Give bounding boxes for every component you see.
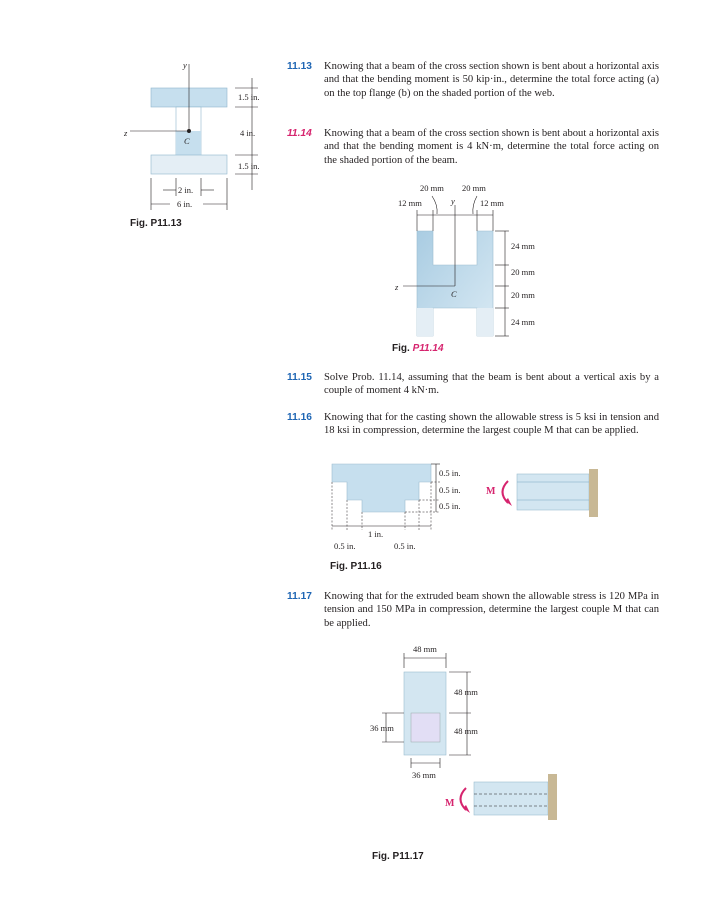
moment-label: M	[445, 798, 455, 809]
dim-top-flange: 1.5 in.	[238, 92, 260, 102]
figure-caption: Fig. P11.13	[130, 218, 182, 229]
problem-number: 11.16	[287, 412, 312, 423]
dim-left: 36 mm	[370, 723, 394, 733]
problem-text: Solve Prob. 11.14, assuming that the beam is bent about a vertical axis by a couple of moment 4 kN·m.	[324, 372, 659, 397]
problem-number: 11.15	[287, 372, 312, 383]
dim-h4: 24 mm	[511, 317, 535, 327]
dim-right: 0.5 in.	[394, 541, 416, 551]
problem-number: 11.13	[287, 61, 312, 72]
dim-v1: 0.5 in.	[439, 468, 461, 478]
cavity	[411, 713, 440, 742]
axis-z-label: z	[395, 282, 399, 292]
figure-caption: Fig. P11.17	[372, 851, 424, 862]
wall-support	[548, 774, 557, 820]
problem-text: Knowing that for the extruded beam shown the allowable stress is 120 MPa in tension and 150 MPa in compression, determine the largest couple M that can be applied.	[324, 591, 659, 629]
axis-z-label: z	[124, 128, 128, 138]
centroid-label: C	[451, 289, 457, 299]
problem-number: 11.14	[287, 128, 312, 139]
dim-web-width: 2 in.	[178, 185, 194, 195]
moment-label: M	[486, 486, 496, 497]
dim-v2: 0.5 in.	[439, 485, 461, 495]
dim-h3: 20 mm	[511, 290, 535, 300]
axis-y-label: y	[183, 60, 187, 70]
axis-y-label: y	[451, 196, 455, 206]
dim-lower: 48 mm	[454, 726, 478, 736]
dim-bottom: 36 mm	[412, 770, 436, 780]
figure-caption: Fig. P11.16	[330, 561, 382, 572]
dim-upper: 48 mm	[454, 687, 478, 697]
dim-top-left: 20 mm	[420, 183, 444, 193]
dim-flange-width: 6 in.	[177, 199, 193, 209]
figure-caption: Fig. P11.14	[392, 343, 444, 354]
dim-web: 4 in.	[240, 128, 256, 138]
dim-mid: 1 in.	[368, 529, 384, 539]
problem-number: 11.17	[287, 591, 312, 602]
centroid-label: C	[184, 136, 190, 146]
dim-h1: 24 mm	[511, 241, 535, 251]
problem-text: Knowing that for the casting shown the allowable stress is 5 ksi in tension and 18 ksi in compression, determine the largest couple M that can be applied.	[324, 412, 659, 437]
dim-bottom-flange: 1.5 in.	[238, 161, 260, 171]
dim-v3: 0.5 in.	[439, 501, 461, 511]
dim-left: 0.5 in.	[334, 541, 356, 551]
problem-text: Knowing that a beam of the cross section shown is bent about a horizontal axis and that the bending moment is 4 kN·m, determine the total force acting on the shaded portion of the beam.	[324, 128, 659, 166]
dim-width: 48 mm	[413, 644, 437, 654]
dim-top-right: 20 mm	[462, 183, 486, 193]
dim-right: 12 mm	[480, 198, 504, 208]
beam-side-view	[474, 782, 548, 815]
dim-h2: 20 mm	[511, 267, 535, 277]
problem-text: Knowing that a beam of the cross section shown is bent about a horizontal axis and that the bending moment is 50 kip·in., determine the total force acting (a) on the top flange (b) on the shaded portion of the web.	[324, 61, 659, 99]
dim-left: 12 mm	[398, 198, 422, 208]
